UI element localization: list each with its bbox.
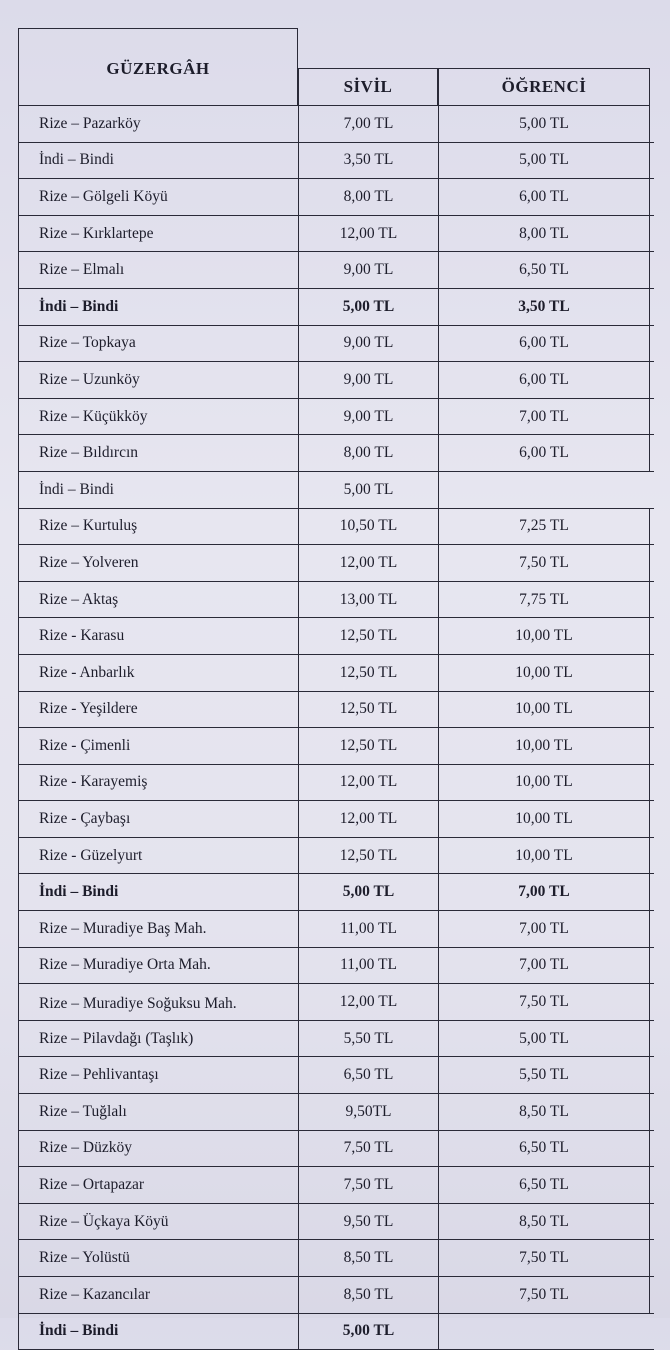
civil-fare-cell: 9,50TL <box>298 1094 438 1130</box>
route-cell: Rize – Yolüstü <box>18 1240 298 1276</box>
route-cell: Rize – Yolveren <box>18 545 298 581</box>
civil-fare-cell: 12,00 TL <box>298 545 438 581</box>
table-row <box>18 1277 654 1314</box>
table-row <box>18 252 654 289</box>
civil-fare-cell: 7,50 TL <box>298 1131 438 1167</box>
student-fare-cell: 6,50 TL <box>438 1131 650 1167</box>
route-cell: Rize – Uzunköy <box>18 362 298 398</box>
civil-fare-cell: 8,50 TL <box>298 1277 438 1313</box>
civil-fare-cell: 12,50 TL <box>298 692 438 728</box>
student-fare-cell: 7,50 TL <box>438 545 650 581</box>
student-fare-cell: 6,00 TL <box>438 435 650 471</box>
route-cell: Rize - Yeşildere <box>18 692 298 728</box>
student-fare-cell: 5,50 TL <box>438 1057 650 1093</box>
route-cell: Rize – Ortapazar <box>18 1167 298 1203</box>
table-row <box>18 1167 654 1204</box>
table-row <box>18 509 654 546</box>
student-fare-cell: 10,00 TL <box>438 728 650 764</box>
civil-fare-cell: 5,00 TL <box>298 1314 438 1350</box>
student-fare-cell: 3,50 TL <box>438 289 650 325</box>
student-fare-cell: 7,00 TL <box>438 911 650 947</box>
civil-fare-cell: 11,00 TL <box>298 911 438 947</box>
student-fare-cell: 6,50 TL <box>438 252 650 288</box>
student-fare-cell: 7,50 TL <box>438 1277 650 1313</box>
civil-fare-cell: 9,00 TL <box>298 399 438 435</box>
civil-fare-cell: 8,00 TL <box>298 435 438 471</box>
route-cell: Rize – Muradiye Soğuksu Mah. <box>18 984 298 1020</box>
route-cell: Rize – Topkaya <box>18 326 298 362</box>
table-row <box>18 106 654 143</box>
student-fare-cell: 10,00 TL <box>438 765 650 801</box>
route-cell: Rize – Kırklartepe <box>18 216 298 252</box>
header-route: GÜZERGÂH <box>18 28 298 106</box>
civil-fare-cell: 12,50 TL <box>298 618 438 654</box>
civil-fare-cell: 12,50 TL <box>298 655 438 691</box>
student-fare-cell: 7,25 TL <box>438 509 650 545</box>
header-civil: SİVİL <box>298 68 438 106</box>
table-row <box>18 216 654 253</box>
student-fare-cell: 7,50 TL <box>438 1240 650 1276</box>
route-cell: Rize – Pilavdağı (Taşlık) <box>18 1021 298 1057</box>
route-cell: Rize – Pehlivantaşı <box>18 1057 298 1093</box>
route-cell: Rize - Çimenli <box>18 728 298 764</box>
civil-fare-cell: 5,00 TL <box>298 289 438 325</box>
civil-fare-cell: 8,00 TL <box>298 179 438 215</box>
civil-fare-cell: 12,00 TL <box>298 801 438 837</box>
student-fare-cell: 8,50 TL <box>438 1204 650 1240</box>
civil-fare-cell: 9,00 TL <box>298 326 438 362</box>
student-fare-cell <box>438 1314 650 1350</box>
route-cell: Rize – Kurtuluş <box>18 509 298 545</box>
civil-fare-cell: 5,50 TL <box>298 1021 438 1057</box>
route-cell: Rize – Düzköy <box>18 1131 298 1167</box>
civil-fare-cell: 11,00 TL <box>298 948 438 984</box>
table-row <box>18 838 654 875</box>
table-row <box>18 545 654 582</box>
table-row <box>18 655 654 692</box>
civil-fare-cell: 5,00 TL <box>298 874 438 910</box>
student-fare-cell: 10,00 TL <box>438 655 650 691</box>
table-row <box>18 948 654 985</box>
civil-fare-cell: 7,50 TL <box>298 1167 438 1203</box>
table-row <box>18 728 654 765</box>
student-fare-cell <box>438 472 650 508</box>
route-cell: Rize – Gölgeli Köyü <box>18 179 298 215</box>
table-body <box>18 106 654 1350</box>
table-row <box>18 289 654 326</box>
student-fare-cell: 10,00 TL <box>438 801 650 837</box>
civil-fare-cell: 7,00 TL <box>298 106 438 142</box>
table-row <box>18 1021 654 1058</box>
route-cell: İndi – Bindi <box>18 289 298 325</box>
table-row <box>18 1094 654 1131</box>
table-row <box>18 472 654 509</box>
table-row <box>18 435 654 472</box>
route-cell: Rize – Elmalı <box>18 252 298 288</box>
table-row <box>18 692 654 729</box>
table-row <box>18 984 654 1021</box>
route-cell: Rize – Üçkaya Köyü <box>18 1204 298 1240</box>
route-cell: Rize - Karasu <box>18 618 298 654</box>
table-row <box>18 618 654 655</box>
route-cell: Rize – Muradiye Baş Mah. <box>18 911 298 947</box>
fare-table <box>18 28 654 1340</box>
student-fare-cell: 8,50 TL <box>438 1094 650 1130</box>
student-fare-cell: 7,75 TL <box>438 582 650 618</box>
route-cell: Rize - Güzelyurt <box>18 838 298 874</box>
table-row <box>18 1204 654 1241</box>
table-row <box>18 1314 654 1350</box>
route-cell: Rize – Pazarköy <box>18 106 298 142</box>
route-cell: Rize - Çaybaşı <box>18 801 298 837</box>
student-fare-cell: 7,00 TL <box>438 874 650 910</box>
student-fare-cell: 6,00 TL <box>438 326 650 362</box>
student-fare-cell: 7,50 TL <box>438 984 650 1020</box>
civil-fare-cell: 9,50 TL <box>298 1204 438 1240</box>
route-cell: Rize – Bıldırcın <box>18 435 298 471</box>
student-fare-cell: 6,50 TL <box>438 1167 650 1203</box>
student-fare-cell: 10,00 TL <box>438 838 650 874</box>
civil-fare-cell: 13,00 TL <box>298 582 438 618</box>
student-fare-cell: 5,00 TL <box>438 106 650 142</box>
route-cell: Rize - Karayemiş <box>18 765 298 801</box>
route-cell: Rize - Anbarlık <box>18 655 298 691</box>
civil-fare-cell: 12,50 TL <box>298 838 438 874</box>
student-fare-cell: 10,00 TL <box>438 692 650 728</box>
civil-fare-cell: 12,00 TL <box>298 765 438 801</box>
route-cell: Rize – Tuğlalı <box>18 1094 298 1130</box>
civil-fare-cell: 9,00 TL <box>298 252 438 288</box>
table-row <box>18 1057 654 1094</box>
student-fare-cell: 5,00 TL <box>438 1021 650 1057</box>
route-cell: Rize – Muradiye Orta Mah. <box>18 948 298 984</box>
student-fare-cell: 8,00 TL <box>438 216 650 252</box>
civil-fare-cell: 5,00 TL <box>298 472 438 508</box>
header-student: ÖĞRENCİ <box>438 68 650 106</box>
student-fare-cell: 6,00 TL <box>438 179 650 215</box>
student-fare-cell: 7,00 TL <box>438 948 650 984</box>
route-cell: İndi – Bindi <box>18 472 298 508</box>
table-row <box>18 765 654 802</box>
student-fare-cell: 7,00 TL <box>438 399 650 435</box>
route-cell: Rize – Kazancılar <box>18 1277 298 1313</box>
civil-fare-cell: 6,50 TL <box>298 1057 438 1093</box>
table-row <box>18 179 654 216</box>
civil-fare-cell: 8,50 TL <box>298 1240 438 1276</box>
student-fare-cell: 5,00 TL <box>438 143 650 179</box>
route-cell: Rize – Küçükköy <box>18 399 298 435</box>
table-row <box>18 399 654 436</box>
civil-fare-cell: 10,50 TL <box>298 509 438 545</box>
route-cell: İndi – Bindi <box>18 1314 298 1350</box>
route-cell: Rize – Aktaş <box>18 582 298 618</box>
table-row <box>18 362 654 399</box>
civil-fare-cell: 12,00 TL <box>298 984 438 1020</box>
civil-fare-cell: 12,50 TL <box>298 728 438 764</box>
table-row <box>18 582 654 619</box>
route-cell: İndi – Bindi <box>18 143 298 179</box>
table-row <box>18 801 654 838</box>
civil-fare-cell: 3,50 TL <box>298 143 438 179</box>
route-cell: İndi – Bindi <box>18 874 298 910</box>
table-row <box>18 1131 654 1168</box>
table-row <box>18 874 654 911</box>
table-row <box>18 1240 654 1277</box>
table-row <box>18 911 654 948</box>
table-row <box>18 326 654 363</box>
table-row <box>18 143 654 180</box>
civil-fare-cell: 12,00 TL <box>298 216 438 252</box>
student-fare-cell: 6,00 TL <box>438 362 650 398</box>
civil-fare-cell: 9,00 TL <box>298 362 438 398</box>
student-fare-cell: 10,00 TL <box>438 618 650 654</box>
